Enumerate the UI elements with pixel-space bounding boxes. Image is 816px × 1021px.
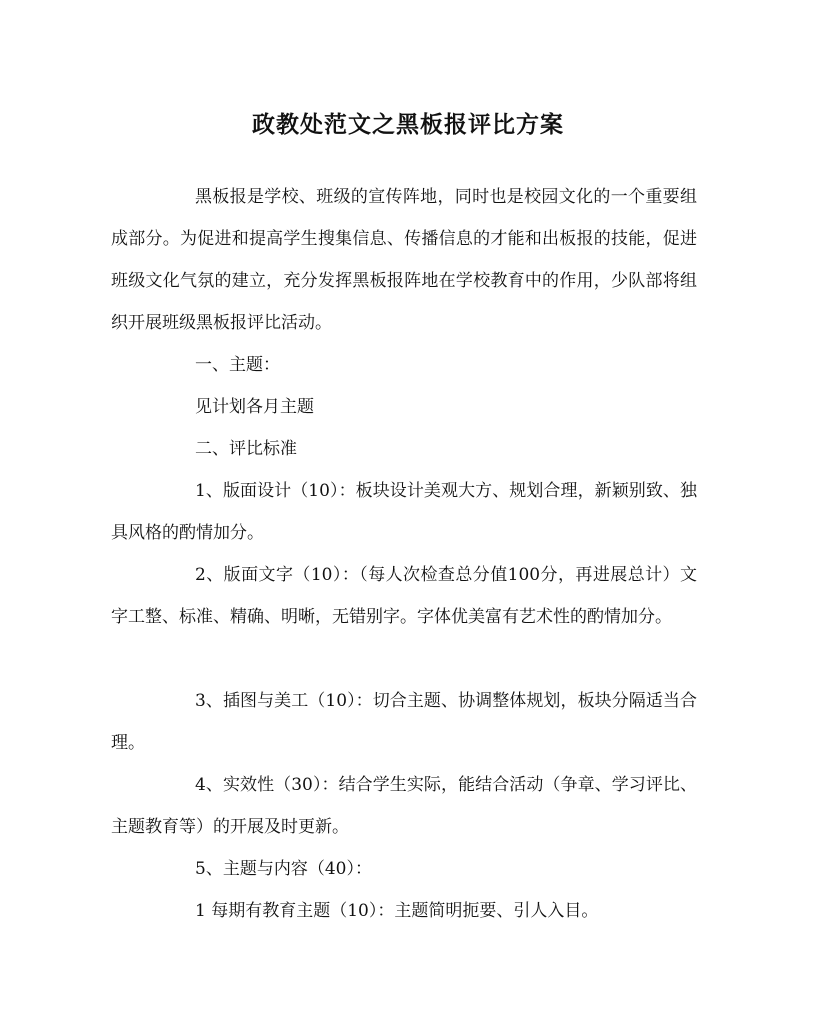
sub-criterion-education-theme: 1 每期有教育主题（10）：主题简明扼要、引人入目。 xyxy=(195,901,599,921)
intro-paragraph: 黑板报是学校、班级的宣传阵地，同时也是校园文化的一个重要组成部分。为促进和提高学生搜集信息、传播信息的才能和出板报的技能，促进班级文化气氛的建立，充分发挥黑板报阵地在学校教育中的作用，少队部将组织开展班级黑板报评比活动。 xyxy=(111,187,697,333)
document-title: 政教处范文之黑板报评比方案 xyxy=(252,111,564,138)
criterion-layout-design: 1、版面设计（10）：板块设计美观大方、规划合理，新颖别致、独具风格的酌情加分。 xyxy=(111,481,697,543)
criterion-theme-content: 5、主题与内容（40）： xyxy=(195,859,372,879)
theme-text: 见计划各月主题 xyxy=(195,397,314,417)
section-heading-theme: 一、主题： xyxy=(195,355,280,375)
criterion-effectiveness: 4、实效性（30）：结合学生实际，能结合活动（争章、学习评比、主题教育等）的开展及时更新。 xyxy=(111,775,697,837)
criterion-layout-text: 2、版面文字（10）：（每人次检查总分值100分，再进展总计）文字工整、标准、精确、明晰，无错别字。字体优美富有艺术性的酌情加分。 xyxy=(111,565,697,627)
criterion-illustration: 3、插图与美工（10）：切合主题、协调整体规划，板块分隔适当合理。 xyxy=(111,691,697,753)
section-heading-criteria: 二、评比标准 xyxy=(195,439,297,459)
